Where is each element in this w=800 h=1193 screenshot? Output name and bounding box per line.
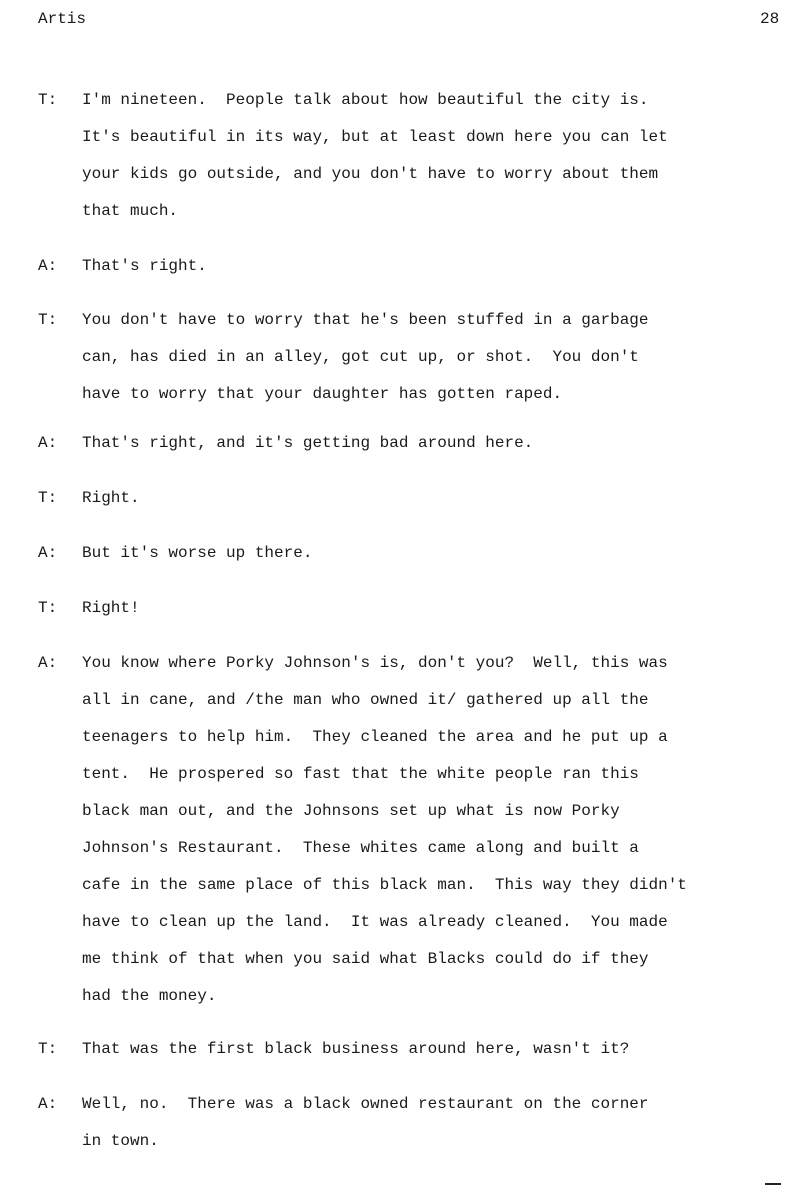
speaker-label: T: [38, 311, 58, 329]
speech-line: that much. [82, 202, 179, 220]
speech-line: Right. [82, 489, 140, 507]
speech-line: can, has died in an alley, got cut up, or shot. You don't [82, 348, 639, 366]
speech-text [82, 82, 787, 230]
speech-line: But it's worse up there. [82, 544, 313, 562]
speaker-label: T: [38, 599, 58, 617]
speech-line: black man out, and the Johnsons set up what is now Porky [82, 802, 620, 820]
speech-line: I'm nineteen. People talk about how beautiful the city is. [82, 91, 649, 109]
speech-line: all in cane, and /the man who owned it/ gathered up all the [82, 691, 649, 709]
speaker-label: T: [38, 91, 58, 109]
speaker-label: A: [38, 1095, 58, 1113]
speech-line: have to clean up the land. It was already cleaned. You made [82, 913, 668, 931]
speech-text [82, 248, 787, 285]
speech-text [82, 1086, 787, 1160]
speech-line: That's right. [82, 257, 207, 275]
speech-text [82, 590, 787, 627]
speaker-label: A: [38, 544, 58, 562]
speech-line: That's right, and it's getting bad around here. [82, 434, 534, 452]
margin-mark [765, 1183, 781, 1185]
speech-text [82, 302, 787, 413]
speech-text [82, 1031, 787, 1068]
speech-line: Johnson's Restaurant. These whites came along and built a [82, 839, 639, 857]
speech-line: teenagers to help him. They cleaned the area and he put up a [82, 728, 668, 746]
speech-line: You know where Porky Johnson's is, don't you? Well, this was [82, 654, 668, 672]
speech-text [82, 535, 787, 572]
speech-line: in town. [82, 1132, 159, 1150]
speech-line: Right! [82, 599, 140, 617]
speaker-label: T: [38, 1040, 58, 1058]
speech-text [82, 425, 787, 462]
speech-line: me think of that when you said what Blacks could do if they [82, 950, 649, 968]
speech-line: had the money. [82, 987, 217, 1005]
page-number: 28 [760, 10, 780, 28]
speech-line: That was the first black business around here, wasn't it? [82, 1040, 630, 1058]
speech-line: You don't have to worry that he's been stuffed in a garbage [82, 311, 649, 329]
speech-line: Well, no. There was a black owned restaurant on the corner [82, 1095, 649, 1113]
speaker-label: A: [38, 654, 58, 672]
speaker-label: T: [38, 489, 58, 507]
speech-text [82, 645, 787, 1015]
header-interviewee-name: Artis [38, 10, 87, 28]
speech-line: have to worry that your daughter has gotten raped. [82, 385, 563, 403]
speech-line: It's beautiful in its way, but at least down here you can let [82, 128, 668, 146]
speech-line: cafe in the same place of this black man. This way they didn't [82, 876, 687, 894]
speaker-label: A: [38, 434, 58, 452]
speech-text [82, 480, 787, 517]
speaker-label: A: [38, 257, 58, 275]
speech-line: your kids go outside, and you don't have to worry about them [82, 165, 659, 183]
speech-line: tent. He prospered so fast that the white people ran this [82, 765, 639, 783]
